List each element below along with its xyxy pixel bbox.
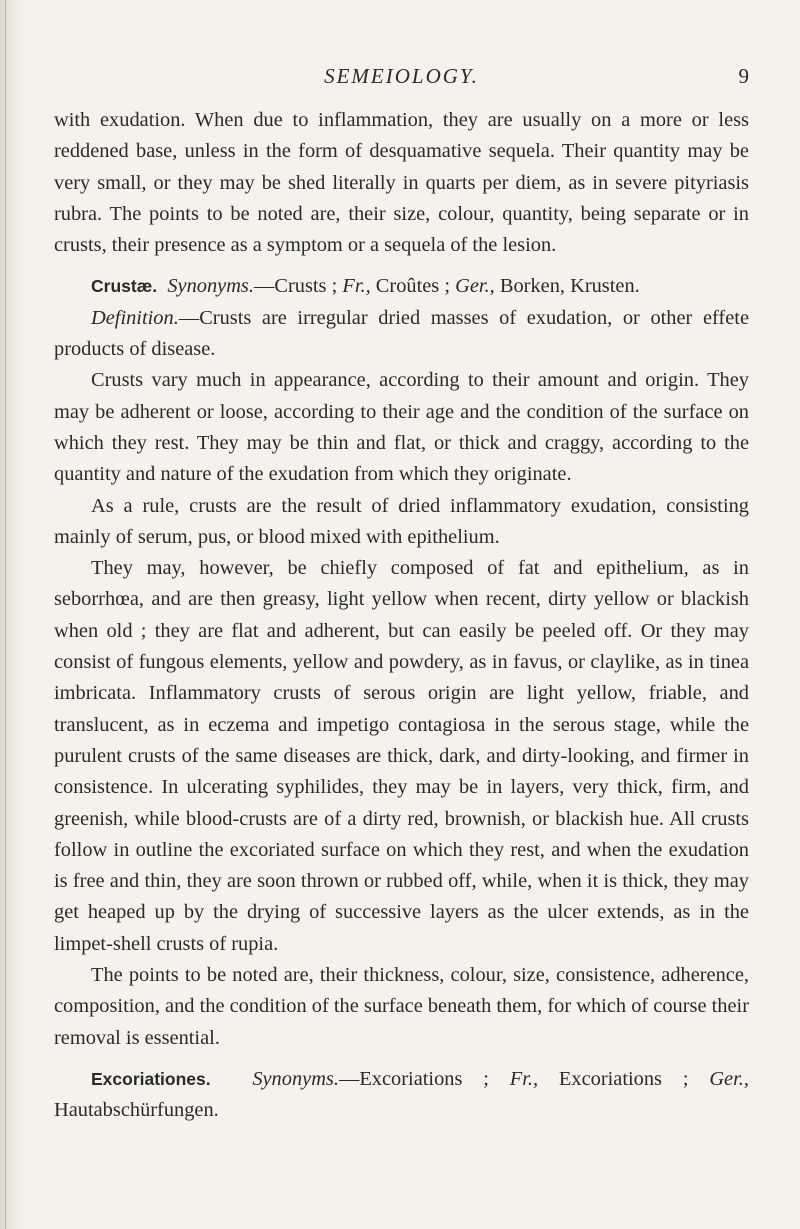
synonyms-french: Croûtes ; xyxy=(375,275,450,298)
definition-crustae xyxy=(54,303,749,366)
section-crustae-heading xyxy=(54,271,749,302)
page-binding-edge xyxy=(5,0,6,1229)
synonyms-french: Excoriations ; xyxy=(558,1067,689,1090)
page-binding-shadow xyxy=(0,0,26,1229)
german-label: Ger., xyxy=(455,275,495,298)
paragraph-crust-origin: As a rule, crusts are the result of dried inflammatory exudation, consisting mainly of serum, pus, or blood mixed with epithelium. xyxy=(54,494,749,548)
definition-label: Definition. xyxy=(91,306,179,329)
paragraph-crust-points: The points to be noted are, their thickness, colour, size, consistence, adherence, composition, and the condition of the surface beneath them, for which of course their removal is essential. xyxy=(54,964,749,1049)
running-head-title: SEMEIOLOGY. xyxy=(324,64,479,88)
section-excoriationes-heading xyxy=(54,1064,749,1127)
german-label: Ger., xyxy=(709,1067,749,1090)
paragraph-crust-types: They may, however, be chiefly composed of fat and epithelium, as in seborrhœa, and are then greasy, light yellow when recent, dirty yellow or blackish when old ; they are flat and adherent, but can easily be peeled off. Or they may consist of fungous elements, yellow and powdery, as in favus, or claylike, as in tinea imbricata. Inflammatory crusts of serous origin are light yellow, friable, and translucent, as in eczema and impetigo contagiosa in the serous stage, while the purulent crusts of the same diseases are thick, dark, and dirty-looking, and firmer in consistence. In ulcerating syphilides, they may be in layers, very thick, firm, and greenish, while blood-crusts are of a dirty red, brownish, or blackish hue. All crusts follow in outline the excoriated surface on which they rest, and when the exudation is free and thin, they are soon thrown or rubbed off, while, when it is thick, they may get heaped up by the drying of successive layers as the ulcer extends, as in the limpet-shell crusts of rupia. xyxy=(54,557,749,955)
synonyms-label: Synonyms. xyxy=(252,1067,339,1090)
synonyms-german: Borken, Krusten. xyxy=(499,275,640,298)
running-head xyxy=(54,64,749,100)
synonyms-english: —Excoriations ; xyxy=(338,1067,489,1090)
paragraph-crust-appearance: Crusts vary much in appearance, according to their amount and origin. They may be adherent or loose, according to their age and the condition of the surface on which they rest. They may be thin and flat, or thick and craggy, according to the quantity and nature of the exudation from which they originate. xyxy=(54,369,749,486)
term-excoriationes: Excoriationes. xyxy=(91,1068,211,1089)
synonyms-english: —Crusts ; xyxy=(253,275,338,298)
term-crustae: Crustæ. xyxy=(91,276,158,297)
section-gap xyxy=(54,1054,749,1064)
synonyms-label: Synonyms. xyxy=(167,275,254,298)
page-number: 9 xyxy=(738,64,749,88)
synonyms-german: Hautabschürfungen. xyxy=(54,1099,219,1122)
paragraph-exudation-scales: with exudation. When due to inflammation, they are usually on a more or less reddened base, unless in the form of desquamative sequela. Their quantity may be very small, or they may be shed literally in quarts per diem, as in severe pityriasis rubra. The points to be noted are, their size, colour, quantity, being separate or in crusts, their presence as a symptom or a sequela of the lesion. xyxy=(54,109,749,257)
definition-text: —Crusts are irregular dried masses of exudation, or other effete products of disease. xyxy=(54,306,749,361)
book-page xyxy=(54,64,749,1127)
french-label: Fr., xyxy=(342,275,371,298)
french-label: Fr., xyxy=(509,1067,539,1090)
section-gap xyxy=(54,261,749,271)
